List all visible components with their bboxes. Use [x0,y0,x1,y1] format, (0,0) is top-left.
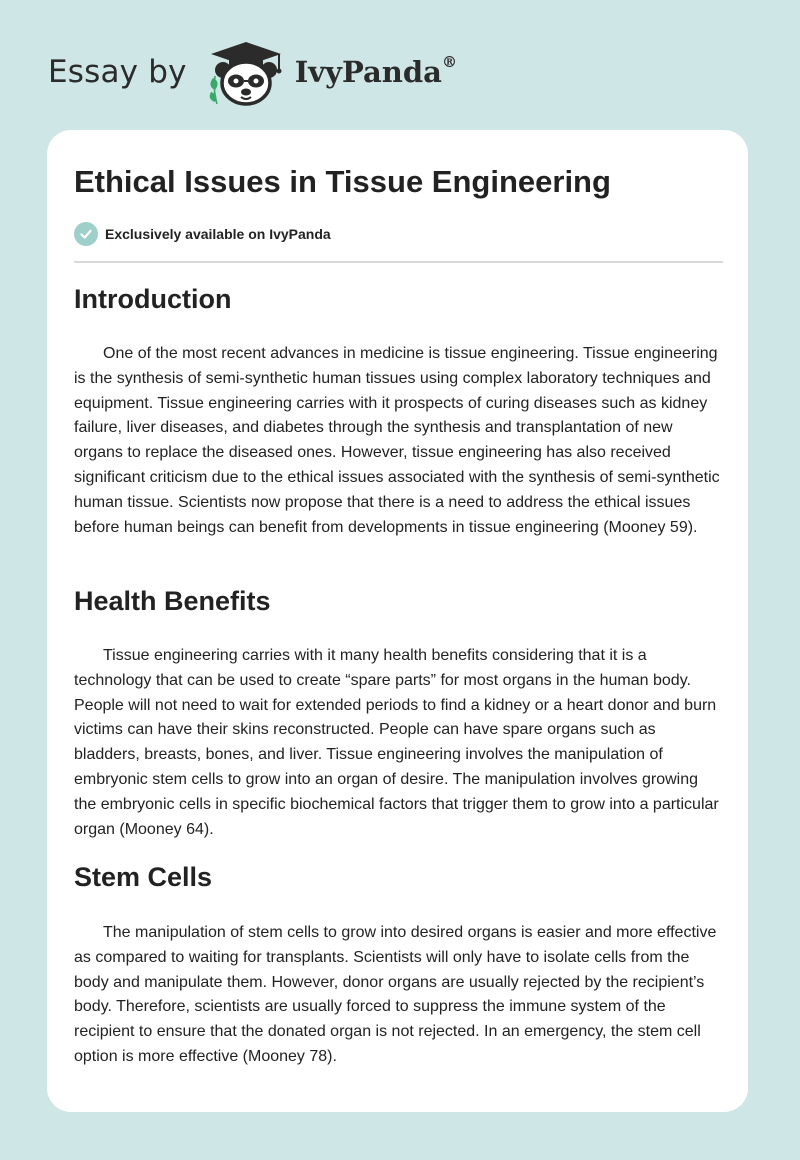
ivypanda-logo-icon[interactable] [201,36,291,108]
trademark-symbol: ® [441,53,457,71]
paragraph-health-benefits: Tissue engineering carries with it many health benefits considering that it is a technology that can be used to create “spare parts” for most organs in the human body. People will not need to wait for extended periods to find a kidney or a heart donor and burn victims can have their skins reconstructed. People can have spare organs such as bladders, breasts, bones, and liver. Tissue engineering involves the manipulation of embryonic stem cells to grow into an organ of desire. The manipulation involves growing the embryonic cells in specific biochemical factors that trigger them to grow into a particular organ (Mooney 64). [74,647,719,838]
exclusive-badge [74,222,331,246]
essay-title: Ethical Issues in Tissue Engineering [74,164,611,199]
check-icon [74,222,98,246]
section-heading-health-benefits: Health Benefits [74,586,271,616]
exclusive-label: Exclusively available on IvyPanda [105,226,331,242]
paragraph-introduction: One of the most recent advances in medicine is tissue engineering. Tissue engineering is the synthesis of semi-synthetic human tissues using complex laboratory techniques and equipment. Tissue engineering carries with it prospects of curing diseases such as kidney failure, liver diseases, and diabetes through the synthesis and transplantation of new organs to replace the diseased ones. However, tissue engineering has also received significant criticism due to the ethical issues associated with the synthesis of semi-synthetic human tissue. Scientists now propose that there is a need to address the ethical issues before human beings can benefit from developments in tissue engineering (Mooney 59). [74,345,720,536]
section-heading-introduction: Introduction [74,284,232,314]
paragraph-stem-cells: The manipulation of stem cells to grow into desired organs is easier and more effective as compared to waiting for transplants. Scientists will only have to isolate cells from the body and manipulate them. However, donor organs are usually rejected by the recipient’s body. Therefore, scientists are usually forced to suppress the immune system of the recipient to ensure that the donated organ is not rejected. In an emergency, the stem cell option is more effective (Mooney 78). [74,924,717,1065]
brand-name-text: IvyPanda [294,55,442,89]
section-heading-stem-cells: Stem Cells [74,862,213,892]
essay-by-label: Essay by [48,54,187,90]
title-divider [74,261,723,263]
essay-card [47,130,748,1112]
ivypanda-wordmark[interactable] [295,55,457,89]
site-header [48,36,457,108]
